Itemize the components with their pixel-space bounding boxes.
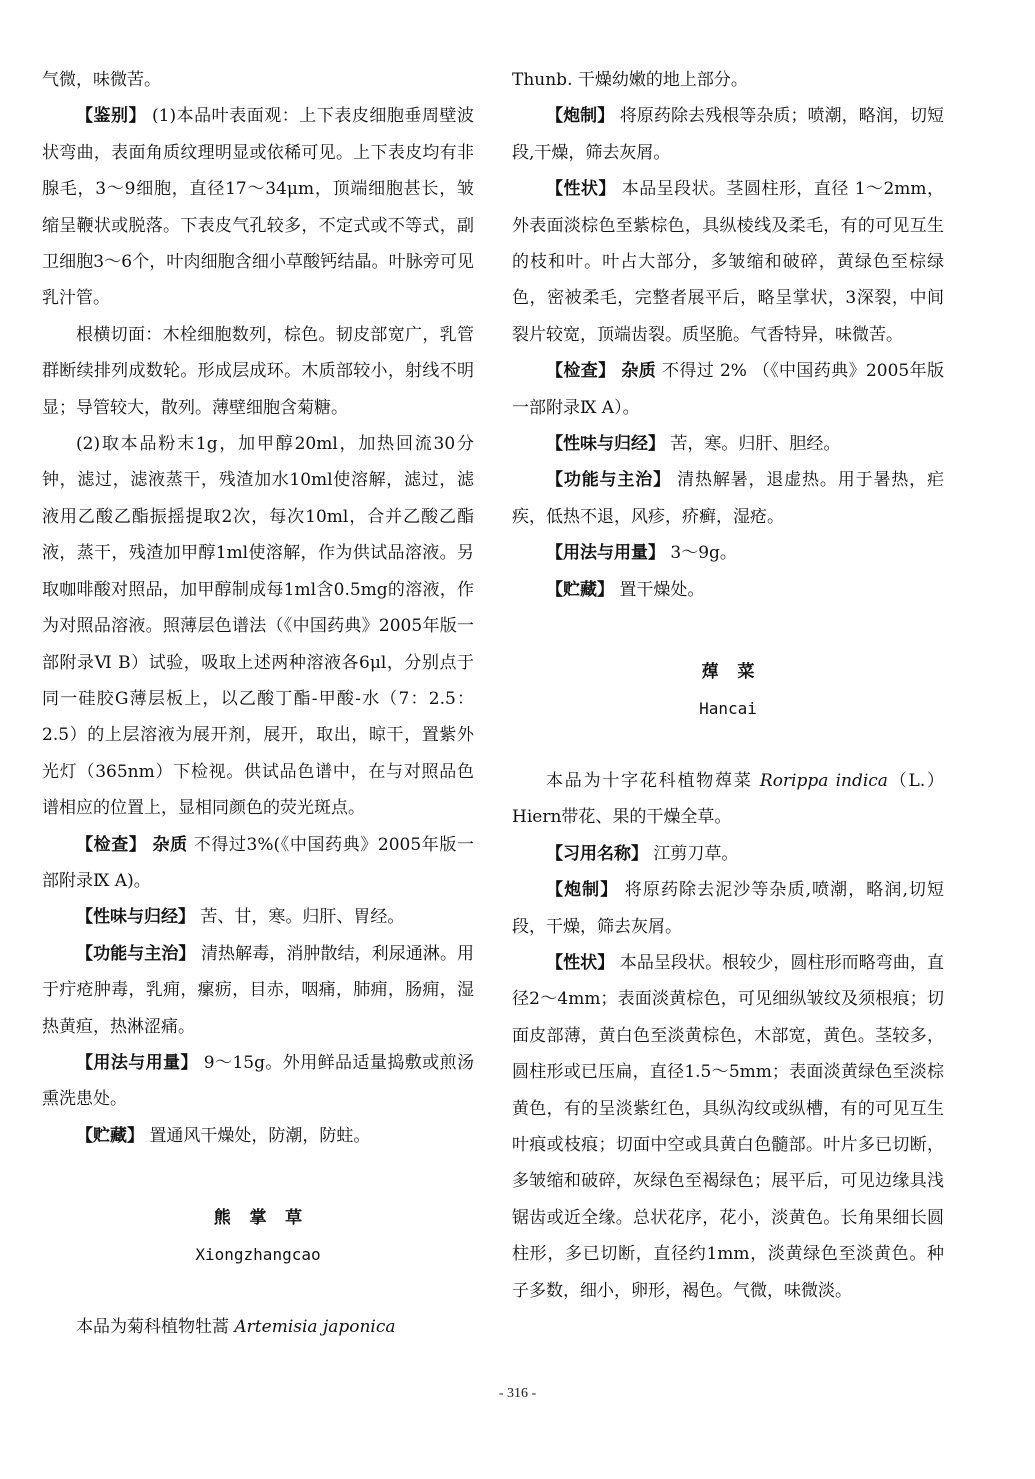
paragraph-text: 置通风干燥处，防潮，防蛀。 bbox=[149, 1125, 371, 1146]
paragraph-text: 本品为十字花科植物蔊菜 bbox=[546, 770, 753, 791]
section-heading: 【贮藏】 bbox=[76, 1125, 144, 1146]
spacer bbox=[512, 727, 944, 763]
monograph-title-chinese: 蔊菜 bbox=[701, 662, 774, 683]
section-heading: 【炮制】 bbox=[546, 106, 615, 127]
section-heading: 【检查】 bbox=[546, 361, 616, 382]
paragraph-function bbox=[512, 462, 944, 535]
paragraph-text: 本品为菊科植物牡蒿 bbox=[76, 1317, 229, 1337]
paragraph-text: 清热解暑，退虚热。用于暑热，疟疾，低热不退，风疹，疥癣，湿疮。 bbox=[512, 470, 945, 527]
paragraph-text: 3～9g。 bbox=[670, 543, 737, 564]
section-heading: 【用法与用量】 bbox=[546, 543, 665, 564]
paragraph-common-name bbox=[512, 836, 944, 872]
paragraph-text: 不得过3%(《中国药典》2005年版一部附录Ⅸ A)。 bbox=[42, 834, 475, 891]
section-heading: 【炮制】 bbox=[546, 880, 619, 901]
paragraph-source bbox=[42, 1309, 474, 1345]
monograph-title-chinese: 熊掌草 bbox=[213, 1208, 321, 1229]
section-heading: 【鉴别】 bbox=[76, 106, 147, 127]
paragraph-function bbox=[42, 936, 474, 1045]
paragraph-description bbox=[512, 171, 944, 353]
spacer bbox=[42, 1154, 474, 1200]
paragraph-text: （L.）Hiern带花、果的干燥全草。 bbox=[512, 770, 945, 828]
monograph-title-pinyin: Hancai bbox=[699, 698, 757, 718]
paragraph-text: 本品呈段状。根较少，圆柱形而略弯曲，直径2～4mm；表面淡黄棕色，可见细纵皱纹及须根痕；切面皮部薄，黄白色至淡黄棕色，木部宽，黄色。茎较多，圆柱形或已压扁，直径1.5～5mm；表面淡黄绿色至淡棕黄色，有的呈淡紫红色，具纵沟纹或纵槽，有的可见互生叶痕或枝痕；切面中空或具黄白色髓部。叶片多已切断，多皱缩和破碎，灰绿色至褐绿色；展平后，可见边缘具浅锯齿或近全缘。总状花序，花小，淡黄色。长角果细长圆柱形，多已切断，直径约1mm，淡黄绿色至淡黄色。种子多数，细小，卵形，褐色。气微，味微淡。 bbox=[512, 952, 945, 1301]
paragraph-storage bbox=[42, 1118, 474, 1154]
paragraph: 气微，味微苦。 bbox=[42, 70, 161, 90]
paragraph-nature-meridian bbox=[42, 899, 474, 935]
section-heading: 【习用名称】 bbox=[546, 843, 648, 864]
section-heading: 【检查】 bbox=[76, 834, 147, 855]
paragraph-source bbox=[512, 763, 944, 836]
paragraph-text: 将原药除去残根等杂质；喷潮，略润，切短段,干燥，筛去灰屑。 bbox=[512, 106, 945, 163]
section-heading: 【用法与用量】 bbox=[76, 1052, 198, 1073]
section-heading: 【性状】 bbox=[546, 952, 615, 973]
paragraph-text: 苦，寒。归肝、胆经。 bbox=[670, 434, 841, 455]
paragraph-text: 9～15g。外用鲜品适量捣敷或煎汤熏洗患处。 bbox=[42, 1052, 474, 1110]
paragraph-dosage bbox=[512, 535, 944, 571]
paragraph-text: 将原药除去泥沙等杂质,喷潮，略润,切短段，干燥，筛去灰屑。 bbox=[512, 880, 944, 937]
paragraph-inspection bbox=[512, 353, 944, 426]
paragraph-processing bbox=[512, 872, 944, 945]
section-heading: 【功能与主治】 bbox=[76, 943, 196, 964]
page-number: - 316 - bbox=[498, 1386, 537, 1401]
paragraph-tlc-test: (2)取本品粉末1g，加甲醇20ml，加热回流30分钟，滤过，滤液蒸干，残渣加水10ml使溶解，滤过，滤液用乙酸乙酯振摇提取2次，每次10ml，合并乙酸乙酯液，蒸干，残渣加甲醇1ml使溶解，作为供试品溶液。另取咖啡酸对照品，加甲醇制成每1ml含0.5mg的溶液，作为对照品溶液。照薄层色谱法（《中国药典》2005年版一部附录Ⅵ B）试验，吸取上述两种溶液各6μl，分别点于同一硅胶G薄层板上，以乙酸丁酯-甲酸-水（7：2.5：2.5）的上层溶液为展开剂，展开，取出，晾干，置紫外光灯（365nm）下检视。供试品色谱中，在与对照品色谱相应的位置上，显相同颜色的荧光斑点。 bbox=[42, 434, 474, 819]
section-heading: 【功能与主治】 bbox=[546, 470, 671, 491]
sub-heading: 杂质 bbox=[152, 834, 188, 855]
left-column bbox=[42, 62, 474, 1345]
spacer bbox=[512, 608, 944, 654]
section-heading: 【贮藏】 bbox=[546, 579, 614, 600]
section-heading: 【性味与归经】 bbox=[76, 907, 195, 928]
sub-heading: 杂质 bbox=[621, 361, 657, 382]
paragraph-text: 不得过 2% （《中国药典》2005年版一部附录Ⅸ A）。 bbox=[512, 361, 945, 418]
spacer bbox=[42, 1273, 474, 1309]
paragraph-source-continued: Thunb. 干燥幼嫩的地上部分。 bbox=[512, 70, 748, 90]
paragraph-text: 本品呈段状。茎圆柱形，直径 1～2mm，外表面淡棕色至紫棕色，具纵棱线及柔毛，有的可见互生的枝和叶。叶占大部分，多皱缩和破碎，黄绿色至棕绿色，密被柔毛，完整者展平后，略呈掌状，3深裂，中间裂片较宽，顶端齿裂。质坚脆。气香特异，味微苦。 bbox=[512, 179, 944, 345]
section-heading: 【性状】 bbox=[546, 179, 616, 200]
monograph-title-pinyin: Xiongzhangcao bbox=[195, 1244, 321, 1264]
paragraph-text: 江剪刀草。 bbox=[653, 843, 739, 864]
paragraph-processing bbox=[512, 98, 944, 171]
latin-name: Rorippa indica bbox=[759, 770, 888, 791]
paragraph-nature-meridian bbox=[512, 426, 944, 462]
paragraph-inspection bbox=[42, 827, 474, 900]
paragraph-text: 清热解毒，消肿散结，利尿通淋。用于疔疮肿毒，乳痈，瘰疬，目赤，咽痛，肺痈，肠痈，湿热黄疸，热淋涩痛。 bbox=[42, 943, 475, 1037]
monograph-title bbox=[42, 1200, 474, 1273]
section-heading: 【性味与归经】 bbox=[546, 434, 665, 455]
paragraph-identification bbox=[42, 98, 474, 316]
paragraph-dosage bbox=[42, 1045, 474, 1118]
right-column bbox=[512, 62, 944, 1309]
paragraph-text: 置干燥处。 bbox=[619, 579, 705, 600]
monograph-title bbox=[512, 654, 944, 727]
paragraph-text: 苦、甘，寒。归肝、胃经。 bbox=[200, 907, 405, 928]
latin-name: Artemisia japonica bbox=[234, 1317, 396, 1337]
paragraph-text: (1)本品叶表面观：上下表皮细胞垂周壁波状弯曲，表面角质纹理明显或依稀可见。上下表皮均有非腺毛，3～9细胞，直径17～34μm，顶端细胞甚长，皱缩呈鞭状或脱落。下表皮气孔较多，不定式或不等式，副卫细胞3～6个，叶肉细胞含细小草酸钙结晶。叶脉旁可见乳汁管。 bbox=[42, 106, 474, 309]
paragraph-storage bbox=[512, 572, 944, 608]
paragraph-description bbox=[512, 945, 944, 1309]
paragraph-root-section: 根横切面：木栓细胞数列，棕色。韧皮部宽广，乳管群断续排列成数轮。形成层成环。木质部较小，射线不明显；导管较大，散列。薄壁细胞含菊糖。 bbox=[42, 324, 474, 418]
